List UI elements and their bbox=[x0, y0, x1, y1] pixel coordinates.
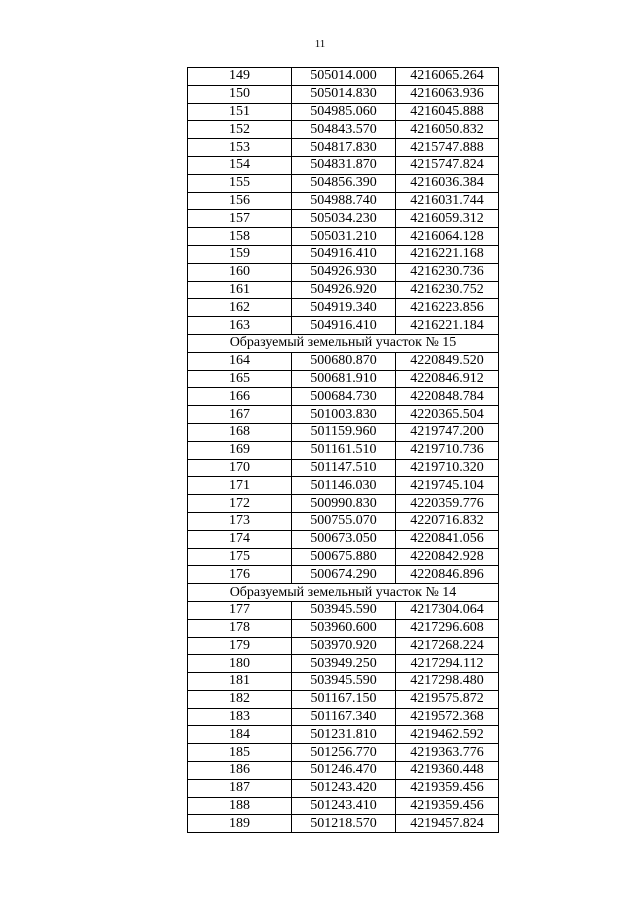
point-number-cell: 174 bbox=[188, 530, 292, 548]
x-coordinate-cell: 503970.920 bbox=[292, 637, 396, 655]
point-number-cell: 179 bbox=[188, 637, 292, 655]
point-number-cell: 186 bbox=[188, 762, 292, 780]
y-coordinate-cell: 4216065.264 bbox=[396, 68, 499, 86]
x-coordinate-cell: 501167.340 bbox=[292, 708, 396, 726]
x-coordinate-cell: 504916.410 bbox=[292, 245, 396, 263]
table-row bbox=[188, 245, 499, 263]
point-number-cell: 188 bbox=[188, 797, 292, 815]
y-coordinate-cell: 4217294.112 bbox=[396, 655, 499, 673]
y-coordinate-cell: 4219710.736 bbox=[396, 441, 499, 459]
point-number-cell: 150 bbox=[188, 85, 292, 103]
x-coordinate-cell: 500680.870 bbox=[292, 352, 396, 370]
x-coordinate-cell: 500674.290 bbox=[292, 566, 396, 584]
x-coordinate-cell: 501147.510 bbox=[292, 459, 396, 477]
y-coordinate-cell: 4220846.896 bbox=[396, 566, 499, 584]
x-coordinate-cell: 500684.730 bbox=[292, 388, 396, 406]
table-row bbox=[188, 317, 499, 335]
y-coordinate-cell: 4215747.888 bbox=[396, 139, 499, 157]
table-row bbox=[188, 495, 499, 513]
x-coordinate-cell: 500675.880 bbox=[292, 548, 396, 566]
table-row bbox=[188, 548, 499, 566]
x-coordinate-cell: 501218.570 bbox=[292, 815, 396, 833]
x-coordinate-cell: 503945.590 bbox=[292, 601, 396, 619]
x-coordinate-cell: 504985.060 bbox=[292, 103, 396, 121]
x-coordinate-cell: 503960.600 bbox=[292, 619, 396, 637]
y-coordinate-cell: 4219745.104 bbox=[396, 477, 499, 495]
y-coordinate-cell: 4219572.368 bbox=[396, 708, 499, 726]
table-row bbox=[188, 352, 499, 370]
point-number-cell: 160 bbox=[188, 263, 292, 281]
table-row bbox=[188, 228, 499, 246]
point-number-cell: 162 bbox=[188, 299, 292, 317]
y-coordinate-cell: 4219747.200 bbox=[396, 423, 499, 441]
table-row bbox=[188, 637, 499, 655]
x-coordinate-cell: 504919.340 bbox=[292, 299, 396, 317]
table-row bbox=[188, 708, 499, 726]
table-row bbox=[188, 673, 499, 691]
y-coordinate-cell: 4217298.480 bbox=[396, 673, 499, 691]
y-coordinate-cell: 4215747.824 bbox=[396, 156, 499, 174]
x-coordinate-cell: 505014.830 bbox=[292, 85, 396, 103]
y-coordinate-cell: 4216230.752 bbox=[396, 281, 499, 299]
y-coordinate-cell: 4219462.592 bbox=[396, 726, 499, 744]
x-coordinate-cell: 504916.410 bbox=[292, 317, 396, 335]
table-row bbox=[188, 139, 499, 157]
y-coordinate-cell: 4219457.824 bbox=[396, 815, 499, 833]
x-coordinate-cell: 503949.250 bbox=[292, 655, 396, 673]
y-coordinate-cell: 4216031.744 bbox=[396, 192, 499, 210]
y-coordinate-cell: 4216223.856 bbox=[396, 299, 499, 317]
page-number: 11 bbox=[314, 38, 326, 50]
x-coordinate-cell: 500681.910 bbox=[292, 370, 396, 388]
table-row bbox=[188, 655, 499, 673]
table-row bbox=[188, 85, 499, 103]
x-coordinate-cell: 500990.830 bbox=[292, 495, 396, 513]
table-row bbox=[188, 192, 499, 210]
table-row bbox=[188, 690, 499, 708]
point-number-cell: 180 bbox=[188, 655, 292, 673]
y-coordinate-cell: 4217268.224 bbox=[396, 637, 499, 655]
point-number-cell: 163 bbox=[188, 317, 292, 335]
x-coordinate-cell: 501167.150 bbox=[292, 690, 396, 708]
table-row bbox=[188, 156, 499, 174]
y-coordinate-cell: 4216221.168 bbox=[396, 245, 499, 263]
x-coordinate-cell: 501003.830 bbox=[292, 406, 396, 424]
table-row bbox=[188, 797, 499, 815]
table-row bbox=[188, 441, 499, 459]
y-coordinate-cell: 4220846.912 bbox=[396, 370, 499, 388]
table-row bbox=[188, 762, 499, 780]
x-coordinate-cell: 505034.230 bbox=[292, 210, 396, 228]
x-coordinate-cell: 505014.000 bbox=[292, 68, 396, 86]
x-coordinate-cell: 501161.510 bbox=[292, 441, 396, 459]
x-coordinate-cell: 501146.030 bbox=[292, 477, 396, 495]
table-row bbox=[188, 815, 499, 833]
x-coordinate-cell: 504988.740 bbox=[292, 192, 396, 210]
table-row bbox=[188, 263, 499, 281]
y-coordinate-cell: 4220848.784 bbox=[396, 388, 499, 406]
y-coordinate-cell: 4216230.736 bbox=[396, 263, 499, 281]
y-coordinate-cell: 4216064.128 bbox=[396, 228, 499, 246]
y-coordinate-cell: 4219360.448 bbox=[396, 762, 499, 780]
point-number-cell: 149 bbox=[188, 68, 292, 86]
y-coordinate-cell: 4219710.320 bbox=[396, 459, 499, 477]
y-coordinate-cell: 4219359.456 bbox=[396, 797, 499, 815]
section-header-row bbox=[188, 334, 499, 352]
table-row bbox=[188, 512, 499, 530]
x-coordinate-cell: 501231.810 bbox=[292, 726, 396, 744]
point-number-cell: 165 bbox=[188, 370, 292, 388]
point-number-cell: 182 bbox=[188, 690, 292, 708]
point-number-cell: 161 bbox=[188, 281, 292, 299]
point-number-cell: 183 bbox=[188, 708, 292, 726]
table-row bbox=[188, 530, 499, 548]
y-coordinate-cell: 4220359.776 bbox=[396, 495, 499, 513]
x-coordinate-cell: 503945.590 bbox=[292, 673, 396, 691]
table-row bbox=[188, 726, 499, 744]
y-coordinate-cell: 4220365.504 bbox=[396, 406, 499, 424]
point-number-cell: 181 bbox=[188, 673, 292, 691]
point-number-cell: 153 bbox=[188, 139, 292, 157]
y-coordinate-cell: 4220841.056 bbox=[396, 530, 499, 548]
point-number-cell: 169 bbox=[188, 441, 292, 459]
y-coordinate-cell: 4220842.928 bbox=[396, 548, 499, 566]
table-row bbox=[188, 103, 499, 121]
y-coordinate-cell: 4219575.872 bbox=[396, 690, 499, 708]
point-number-cell: 178 bbox=[188, 619, 292, 637]
x-coordinate-cell: 500673.050 bbox=[292, 530, 396, 548]
y-coordinate-cell: 4220716.832 bbox=[396, 512, 499, 530]
x-coordinate-cell: 501243.410 bbox=[292, 797, 396, 815]
table-row bbox=[188, 619, 499, 637]
point-number-cell: 189 bbox=[188, 815, 292, 833]
table-row bbox=[188, 121, 499, 139]
y-coordinate-cell: 4217296.608 bbox=[396, 619, 499, 637]
x-coordinate-cell: 504831.870 bbox=[292, 156, 396, 174]
y-coordinate-cell: 4219359.456 bbox=[396, 779, 499, 797]
y-coordinate-cell: 4216063.936 bbox=[396, 85, 499, 103]
coordinates-table-body bbox=[188, 68, 499, 833]
point-number-cell: 185 bbox=[188, 744, 292, 762]
point-number-cell: 166 bbox=[188, 388, 292, 406]
y-coordinate-cell: 4216045.888 bbox=[396, 103, 499, 121]
y-coordinate-cell: 4220849.520 bbox=[396, 352, 499, 370]
table-row bbox=[188, 423, 499, 441]
y-coordinate-cell: 4216036.384 bbox=[396, 174, 499, 192]
section-header: Образуемый земельный участок № 15 bbox=[188, 334, 499, 352]
point-number-cell: 177 bbox=[188, 601, 292, 619]
section-header: Образуемый земельный участок № 14 bbox=[188, 584, 499, 602]
x-coordinate-cell: 501246.470 bbox=[292, 762, 396, 780]
table-row bbox=[188, 388, 499, 406]
table-row bbox=[188, 68, 499, 86]
y-coordinate-cell: 4216059.312 bbox=[396, 210, 499, 228]
x-coordinate-cell: 505031.210 bbox=[292, 228, 396, 246]
table-row bbox=[188, 744, 499, 762]
section-header-row bbox=[188, 584, 499, 602]
x-coordinate-cell: 504926.930 bbox=[292, 263, 396, 281]
point-number-cell: 168 bbox=[188, 423, 292, 441]
x-coordinate-cell: 501256.770 bbox=[292, 744, 396, 762]
point-number-cell: 158 bbox=[188, 228, 292, 246]
point-number-cell: 175 bbox=[188, 548, 292, 566]
x-coordinate-cell: 504856.390 bbox=[292, 174, 396, 192]
coordinates-table bbox=[187, 67, 499, 833]
point-number-cell: 164 bbox=[188, 352, 292, 370]
point-number-cell: 156 bbox=[188, 192, 292, 210]
table-row bbox=[188, 281, 499, 299]
point-number-cell: 176 bbox=[188, 566, 292, 584]
y-coordinate-cell: 4217304.064 bbox=[396, 601, 499, 619]
table-row bbox=[188, 210, 499, 228]
table-row bbox=[188, 370, 499, 388]
x-coordinate-cell: 501159.960 bbox=[292, 423, 396, 441]
point-number-cell: 152 bbox=[188, 121, 292, 139]
table-row bbox=[188, 477, 499, 495]
point-number-cell: 157 bbox=[188, 210, 292, 228]
point-number-cell: 172 bbox=[188, 495, 292, 513]
x-coordinate-cell: 501243.420 bbox=[292, 779, 396, 797]
y-coordinate-cell: 4219363.776 bbox=[396, 744, 499, 762]
point-number-cell: 173 bbox=[188, 512, 292, 530]
table-row bbox=[188, 174, 499, 192]
y-coordinate-cell: 4216221.184 bbox=[396, 317, 499, 335]
point-number-cell: 170 bbox=[188, 459, 292, 477]
y-coordinate-cell: 4216050.832 bbox=[396, 121, 499, 139]
point-number-cell: 171 bbox=[188, 477, 292, 495]
point-number-cell: 167 bbox=[188, 406, 292, 424]
point-number-cell: 155 bbox=[188, 174, 292, 192]
point-number-cell: 154 bbox=[188, 156, 292, 174]
table-row bbox=[188, 459, 499, 477]
x-coordinate-cell: 504843.570 bbox=[292, 121, 396, 139]
point-number-cell: 184 bbox=[188, 726, 292, 744]
table-row bbox=[188, 779, 499, 797]
table-row bbox=[188, 566, 499, 584]
x-coordinate-cell: 504817.830 bbox=[292, 139, 396, 157]
x-coordinate-cell: 504926.920 bbox=[292, 281, 396, 299]
table-row bbox=[188, 406, 499, 424]
point-number-cell: 159 bbox=[188, 245, 292, 263]
x-coordinate-cell: 500755.070 bbox=[292, 512, 396, 530]
table-row bbox=[188, 601, 499, 619]
point-number-cell: 187 bbox=[188, 779, 292, 797]
table-row bbox=[188, 299, 499, 317]
point-number-cell: 151 bbox=[188, 103, 292, 121]
